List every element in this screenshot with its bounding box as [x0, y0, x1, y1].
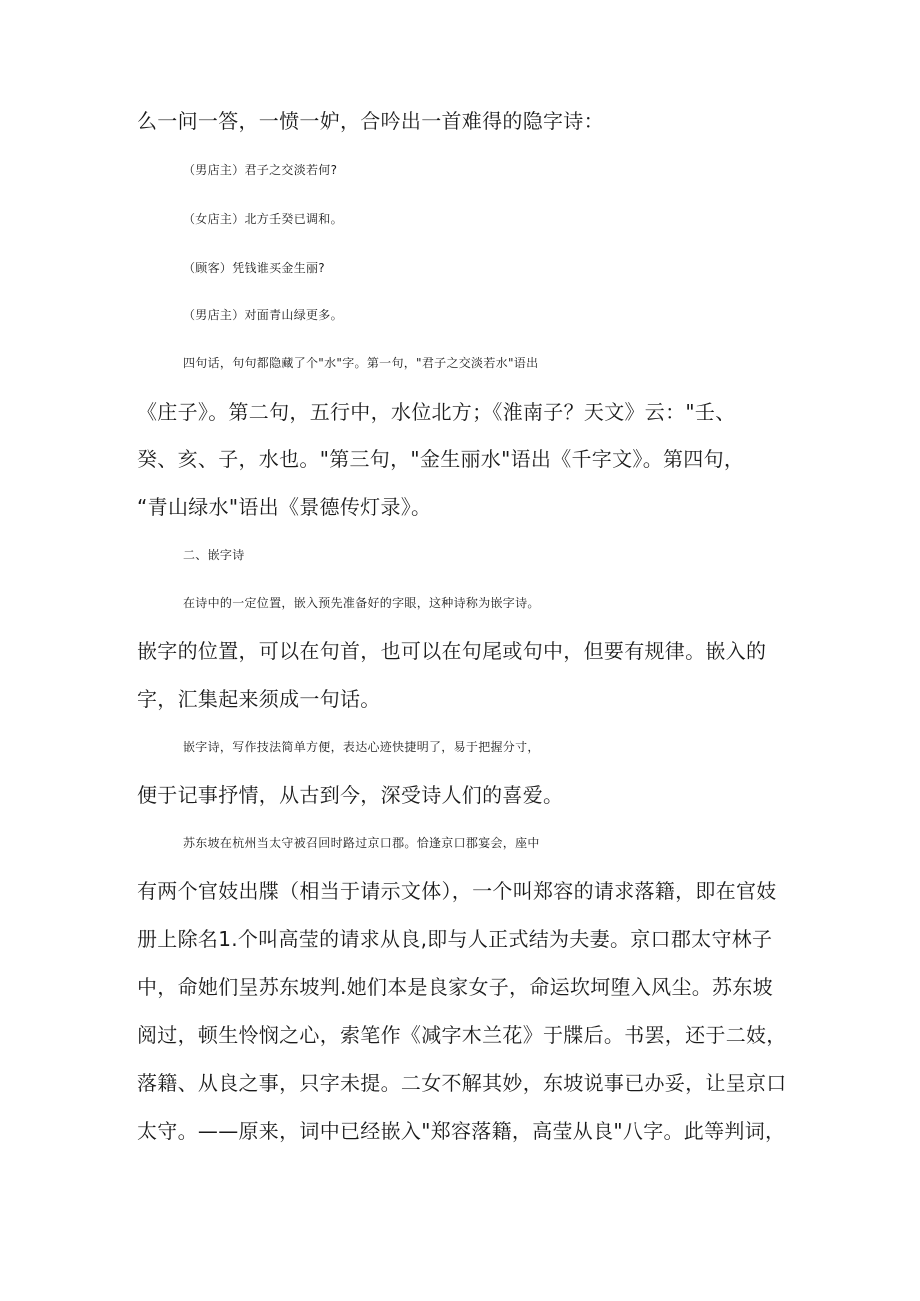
text-line: 《庄子》。第二句，五行中，水位北方；《淮南子？天文》云："壬、	[137, 400, 736, 424]
poem-line: （女店主）北方壬癸已调和。	[183, 212, 343, 226]
text-line: 太守。——原来，词中已经嵌入"郑容落籍，高莹从良"八字。此等判词，	[137, 1119, 786, 1143]
text-line: 字，汇集起来须成一句话。	[137, 687, 381, 711]
text-line: 中，命她们呈苏东坡判.她们本是良家女子，命运坎坷堕入风尘。苏东坡	[137, 975, 773, 999]
text-line: 癸、亥、子，水也。"第三句，"金生丽水"语出《千字文》。第四句，	[137, 447, 745, 471]
text-line: 阅过，顿生怜悯之心，索笔作《减字木兰花》于牒后。书罢，还于二妓，	[137, 1023, 787, 1047]
text-line: 有两个官妓出牒（相当于请示文体），一个叫郑容的请求落籍，即在官妓	[137, 879, 777, 903]
text-line: 在诗中的一定位置，嵌入预先准备好的字眼，这种诗称为嵌字诗。	[183, 596, 540, 610]
text-line: 嵌字诗，写作技法简单方便，表达心迹快捷明了，易于把握分寸，	[183, 740, 540, 754]
text-line: 便于记事抒情，从古到今，深受诗人们的喜爱。	[137, 783, 564, 807]
poem-line: （顾客）凭钱谁买金生丽?	[183, 261, 325, 275]
text-line: 苏东坡在杭州当太守被召回时路过京口郡。恰逢京口郡宴会，座中	[183, 836, 540, 850]
text-line: “青山绿水"语出《景德传灯录》。	[137, 495, 432, 519]
text-line: 嵌字的位置，可以在句首，也可以在句尾或句中，但要有规律。嵌入的	[137, 639, 767, 663]
text-line: 四句话，句句都隐藏了个"水"字。第一句，"君子之交淡若水"语出	[183, 356, 539, 370]
section-heading: 二、嵌字诗	[183, 548, 245, 562]
text-line: 么一问一答，一愤一妒，合吟出一首难得的隐字诗：	[137, 109, 604, 133]
poem-line: （男店主）对面青山绿更多。	[183, 308, 343, 322]
poem-line: （男店主）君子之交淡若何?	[183, 163, 338, 177]
text-line: 册上除名1.个叫高莹的请求从良,即与人正式结为夫妻。京口郡太守林子	[137, 927, 773, 951]
text-line: 落籍、从良之事，只字未提。二女不解其妙，东坡说事已办妥，让呈京口	[137, 1071, 787, 1095]
